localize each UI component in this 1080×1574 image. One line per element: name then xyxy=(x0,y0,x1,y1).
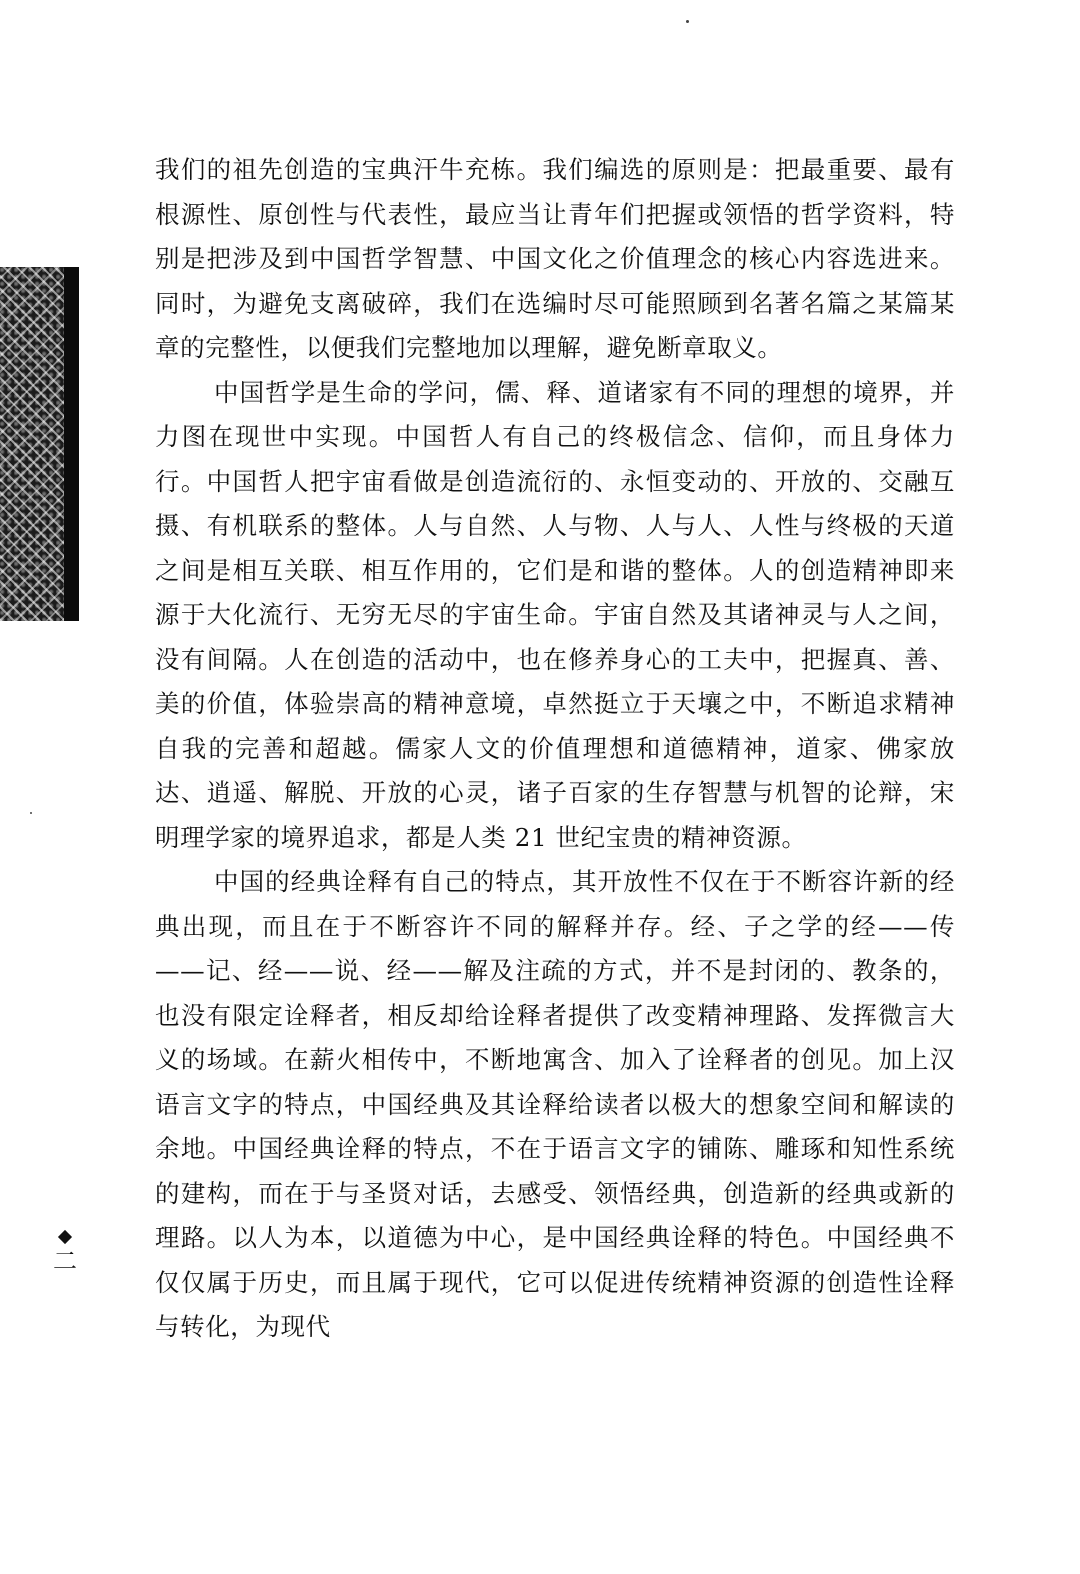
scan-speck xyxy=(30,812,32,814)
scan-speck xyxy=(686,20,689,23)
diamond-ornament-icon xyxy=(58,1230,72,1244)
paragraph-3: 中国的经典诠释有自己的特点，其开放性不仅在于不断容许新的经典出现，而且在于不断容许不同的解释并存。经、子之学的经——传——记、经——说、经——解及注疏的方式，并不是封闭的、教条的，也没有限定诠释者，相反却给诠释者提供了改变精神理路、发挥微言大义的场域。在薪火相传中，不断地寓含、加入了诠释者的创见。加上汉语言文字的特点，中国经典及其诠释给读者以极大的想象空间和解读的余地。中国经典诠释的特点，不在于语言文字的铺陈、雕琢和知性系统的建构，而在于与圣贤对话，去感受、领悟经典，创造新的经典或新的理路。以人为本，以道德为中心，是中国经典诠释的特色。中国经典不仅仅属于历史，而且属于现代，它可以促进传统精神资源的创造性诠释与转化，为现代 xyxy=(155,867,955,1341)
paragraph-1: 我们的祖先创造的宝典汗牛充栋。我们编选的原则是：把最重要、最有根源性、原创性与代表性，最应当让青年们把握或领悟的哲学资料，特别是把涉及到中国哲学智慧、中国文化之价值理念的核心内容选进来。同时，为避免支离破碎，我们在选编时尽可能照顾到名著名篇之某篇某章的完整性，以便我们完整地加以理解，避免断章取义。 xyxy=(155,155,955,362)
page-number: 二 xyxy=(53,1247,77,1275)
page-folio xyxy=(48,1232,82,1276)
body-text xyxy=(155,148,955,1350)
chapter-thumb-tab-edge xyxy=(64,267,79,621)
paragraph-2: 中国哲学是生命的学问，儒、释、道诸家有不同的理想的境界，并力图在现世中实现。中国哲人有自己的终极信念、信仰，而且身体力行。中国哲人把宇宙看做是创造流衍的、永恒变动的、开放的、交融互摄、有机联系的整体。人与自然、人与物、人与人、人性与终极的天道之间是相互关联、相互作用的，它们是和谐的整体。人的创造精神即来源于大化流行、无穷无尽的宇宙生命。宇宙自然及其诸神灵与人之间，没有间隔。人在创造的活动中，也在修养身心的工夫中，把握真、善、美的价值，体验崇高的精神意境，卓然挺立于天壤之中，不断追求精神自我的完善和超越。儒家人文的价值理想和道德精神，道家、佛家放达、逍遥、解脱、开放的心灵，诸子百家的生存智慧与机智的论辩，宋明理学家的境界追求，都是人类 21 世纪宝贵的精神资源。 xyxy=(155,377,955,852)
